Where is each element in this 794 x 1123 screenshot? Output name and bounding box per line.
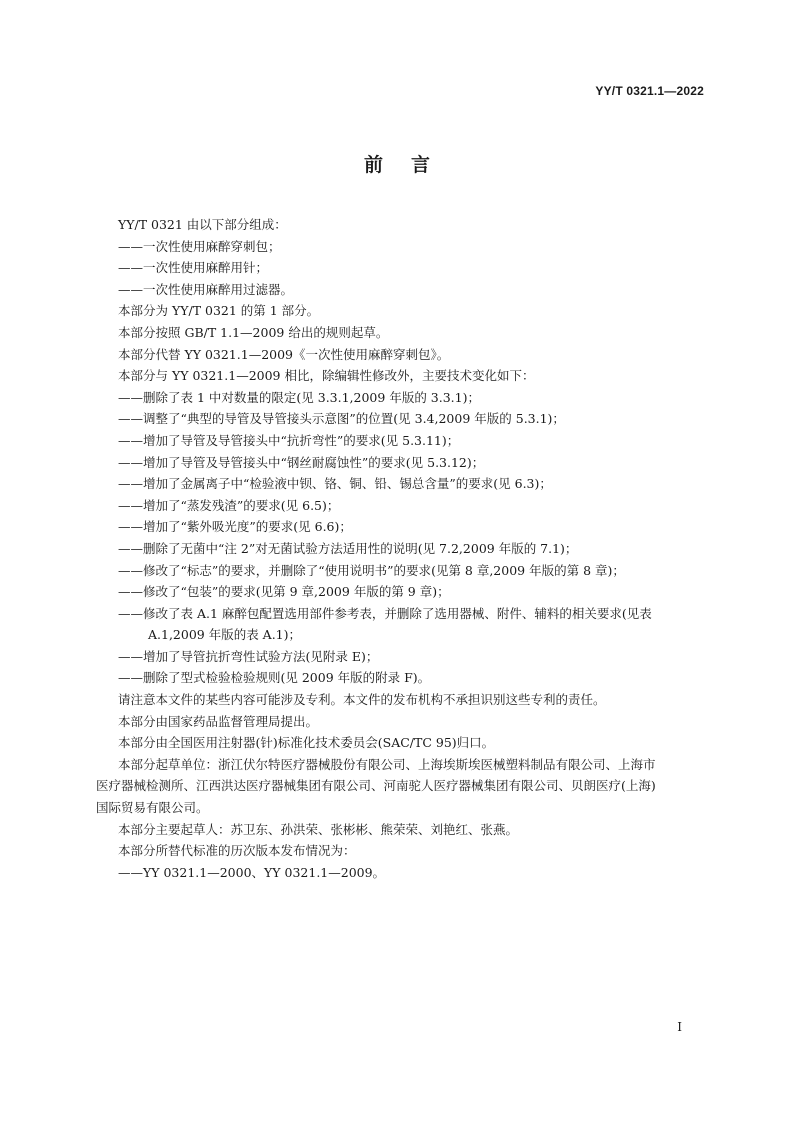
change-item-8: ——删除了无菌中“注 2”对无菌试验方法适用性的说明(见 7.2,2009 年版的 7.1)； [118, 540, 578, 556]
committee-statement: 本部分由全国医用注射器(针)标准化技术委员会(SAC/TC 95)归口。 [118, 735, 495, 751]
standard-code-header: YY/T 0321.1—2022 [595, 84, 704, 98]
change-item-1: ——删除了表 1 中对数量的限定(见 3.3.1,2009 年版的 3.3.1)； [118, 389, 480, 405]
main-drafters: 本部分主要起草人：苏卫东、孙洪荣、张彬彬、熊荣荣、刘艳红、张燕。 [118, 821, 519, 837]
patent-notice: 请注意本文件的某些内容可能涉及专利。本文件的发布机构不承担识别这些专利的责任。 [118, 692, 606, 708]
change-item-11 [118, 603, 710, 646]
drafting-units-line-1: 本部分起草单位：浙江伏尔特医疗器械股份有限公司、上海埃斯埃医械塑料制品有限公司、上海市 [118, 756, 656, 772]
history-item: ——YY 0321.1—2000、YY 0321.1—2009。 [118, 864, 386, 880]
part-item-1: ——一次性使用麻醉穿刺包； [118, 238, 281, 254]
page-title: 前言 [363, 154, 458, 176]
change-item-11-line-2: A.1,2009 年版的表 A.1)； [148, 627, 302, 643]
part-item-2: ——一次性使用麻醉用针； [118, 260, 269, 276]
change-item-5: ——增加了金属离子中“检验液中钡、铬、铜、铅、锡总含量”的要求(见 6.3)； [118, 476, 552, 492]
drafting-rules: 本部分按照 GB/T 1.1—2009 给出的规则起草。 [118, 324, 389, 340]
page-number: I [677, 1020, 682, 1034]
parts-intro: YY/T 0321 由以下部分组成： [118, 217, 287, 232]
change-item-13: ——删除了型式检验检验规则(见 2009 年版的附录 F)。 [118, 670, 431, 686]
drafting-units-line-3: 国际贸易有限公司。 [96, 800, 209, 816]
change-item-11-line-1: ——修改了表 A.1 麻醉包配置选用部件参考表，并删除了选用器械、附件、辅料的相关要求(见表 [118, 605, 652, 621]
drafting-units-line-2: 医疗器械检测所、江西洪达医疗器械集团有限公司、河南驼人医疗器械集团有限公司、贝朗医疗(上海) [96, 778, 656, 794]
change-item-2: ——调整了“典型的导管及导管接头示意图”的位置(见 3.4,2009 年版的 5.3.1)； [118, 411, 565, 427]
history-intro: 本部分所替代标准的历次版本发布情况为： [118, 843, 356, 859]
change-item-7: ——增加了“紫外吸光度”的要求(见 6.6)； [118, 519, 352, 535]
replacement-statement: 本部分代替 YY 0321.1—2009《一次性使用麻醉穿刺包》。 [118, 346, 450, 362]
foreword-content [96, 214, 710, 883]
change-item-12: ——增加了导管抗折弯性试验方法(见附录 E)； [118, 648, 379, 664]
change-item-10: ——修改了“包装”的要求(见第 9 章,2009 年版的第 9 章)； [118, 584, 450, 600]
proposer-statement: 本部分由国家药品监督管理局提出。 [118, 713, 319, 729]
part-statement: 本部分为 YY/T 0321 的第 1 部分。 [118, 303, 320, 319]
drafting-units [96, 754, 710, 819]
change-item-3: ——增加了导管及导管接头中“抗折弯性”的要求(见 5.3.11)； [118, 432, 460, 448]
changes-intro: 本部分与 YY 0321.1—2009 相比，除编辑性修改外，主要技术变化如下： [118, 368, 535, 384]
change-item-4: ——增加了导管及导管接头中“钢丝耐腐蚀性”的要求(见 5.3.12)； [118, 454, 485, 470]
change-item-9: ——修改了“标志”的要求，并删除了“使用说明书”的要求(见第 8 章,2009 年版的第 8 章)； [118, 562, 625, 578]
change-item-6: ——增加了“蒸发残渣”的要求(见 6.5)； [118, 497, 340, 513]
part-item-3: ——一次性使用麻醉用过滤器。 [118, 281, 294, 297]
